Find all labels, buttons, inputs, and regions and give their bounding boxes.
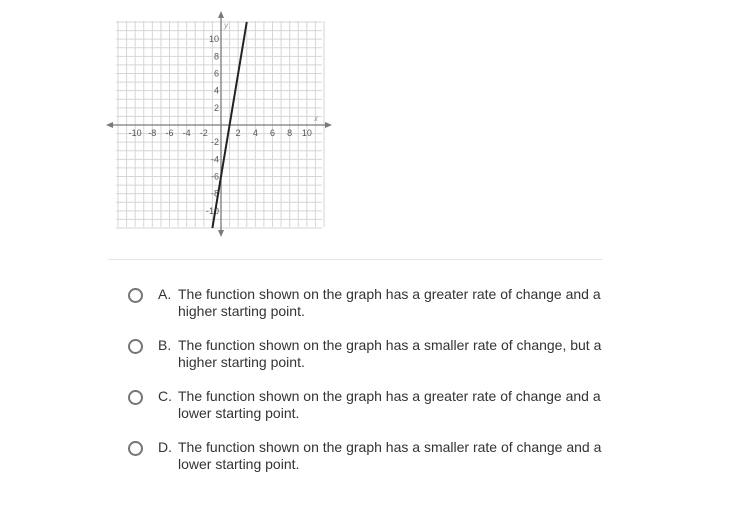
y-tick-label: -4 — [210, 154, 219, 165]
x-axis-label: x — [314, 114, 318, 123]
y-tick-label: 4 — [213, 85, 219, 96]
y-axis-arrow-top — [218, 11, 224, 18]
radio-d[interactable] — [128, 441, 143, 456]
radio-c[interactable] — [128, 390, 143, 405]
y-tick-label: 8 — [213, 51, 219, 62]
y-axis-arrow-bottom — [218, 230, 224, 237]
x-tick-label: -2 — [199, 128, 208, 138]
x-tick-label: 10 — [301, 128, 312, 138]
choice-d[interactable] — [128, 441, 618, 481]
section-divider — [108, 259, 602, 260]
x-tick-label: -6 — [165, 128, 174, 138]
choice-a-text: The function shown on the graph has a greater rate of change and a higher starting point. — [178, 286, 601, 319]
x-tick-label: -8 — [148, 128, 157, 138]
y-tick-label: -8 — [210, 188, 219, 199]
y-tick-label: 10 — [208, 34, 219, 45]
radio-a[interactable] — [128, 288, 143, 303]
x-tick-label: -4 — [182, 128, 191, 138]
choice-d-text: The function shown on the graph has a smaller rate of change and a lower starting point. — [178, 439, 602, 472]
x-axis-arrow-left — [106, 122, 113, 128]
choice-c-letter: C. — [158, 388, 172, 404]
y-tick-label: 2 — [213, 102, 219, 113]
choice-b-text: The function shown on the graph has a smaller rate of change, but a higher starting point. — [178, 337, 602, 370]
x-tick-label: -10 — [128, 128, 142, 138]
choice-b[interactable] — [128, 339, 618, 379]
x-axis-arrow-right — [325, 122, 332, 128]
y-tick-label: -10 — [205, 205, 219, 216]
x-tick-label: 4 — [252, 128, 258, 138]
choice-c-text: The function shown on the graph has a greater rate of change and a lower starting point. — [178, 388, 601, 421]
coordinate-graph — [100, 10, 340, 235]
y-tick-label: -2 — [210, 137, 219, 148]
x-tick-label: 6 — [269, 128, 276, 138]
y-axis-label: y — [224, 21, 228, 30]
choice-a-letter: A. — [158, 286, 172, 302]
radio-b[interactable] — [128, 339, 143, 354]
y-tick-label: 6 — [213, 68, 219, 79]
x-tick-label: 2 — [235, 128, 241, 138]
choice-c[interactable] — [128, 390, 618, 430]
x-tick-label: 8 — [287, 128, 293, 138]
y-tick-label: -6 — [210, 171, 219, 182]
choice-d-letter: D. — [158, 439, 172, 455]
choice-a[interactable] — [128, 288, 618, 328]
choice-b-letter: B. — [158, 337, 172, 353]
